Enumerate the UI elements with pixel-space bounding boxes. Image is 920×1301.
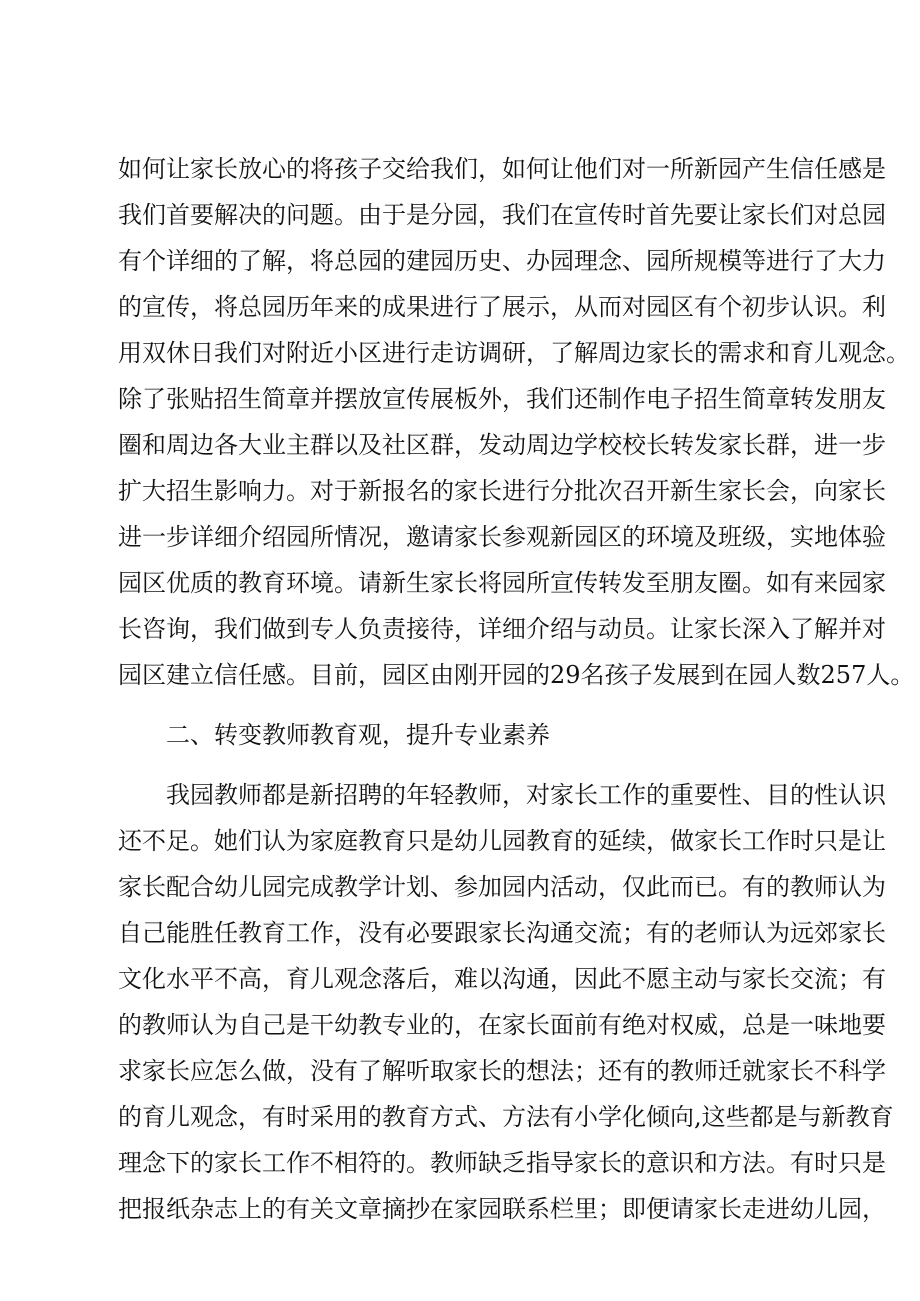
paragraph-line: 家长配合幼儿园完成教学计划、参加园内活动，仅此而已。有的教师认为 (118, 873, 886, 901)
paragraph-line: 园区优质的教育环境。请新生家长将园所宣传转发至朋友圈。如有来园家 (118, 569, 886, 597)
paragraph-line: 我园教师都是新招聘的年轻教师，对家长工作的重要性、目的性认识 (166, 781, 886, 809)
paragraph-line: 扩大招生影响力。对于新报名的家长进行分批次召开新生家长会，向家长 (118, 477, 886, 505)
paragraph-line: 长咨询，我们做到专人负责接待，详细介绍与动员。让家长深入了解并对 (118, 615, 886, 643)
paragraph-line: 进一步详细介绍园所情况，邀请家长参观新园区的环境及班级，实地体验 (118, 523, 886, 551)
paragraph-line: 园区建立信任感。目前，园区由刚开园的29名孩子发展到在园人数257人。 (118, 661, 915, 689)
paragraph-line: 我们首要解决的问题。由于是分园，我们在宣传时首先要让家长们对总园 (118, 201, 886, 229)
paragraph-line: 的宣传，将总园历年来的成果进行了展示，从而对园区有个初步认识。利 (118, 293, 886, 321)
paragraph-line: 把报纸杂志上的有关文章摘抄在家园联系栏里；即便请家长走进幼儿园， (118, 1195, 886, 1223)
section-heading: 二、转变教师教育观，提升专业素养 (166, 721, 550, 749)
paragraph-line: 还不足。她们认为家庭教育只是幼儿园教育的延续，做家长工作时只是让 (118, 827, 886, 855)
paragraph-line: 有个详细的了解，将总园的建园历史、办园理念、园所规模等进行了大力 (118, 247, 886, 275)
paragraph-line: 理念下的家长工作不相符的。教师缺乏指导家长的意识和方法。有时只是 (118, 1149, 886, 1177)
paragraph-line: 的育儿观念，有时采用的教育方式、方法有小学化倾向,这些都是与新教育 (118, 1103, 894, 1131)
paragraph-line: 用双休日我们对附近小区进行走访调研，了解周边家长的需求和育儿观念。 (118, 339, 910, 367)
paragraph-line: 文化水平不高，育儿观念落后，难以沟通，因此不愿主动与家长交流；有 (118, 965, 886, 993)
paragraph-line: 除了张贴招生简章并摆放宣传展板外，我们还制作电子招生简章转发朋友 (118, 385, 886, 413)
paragraph-line: 求家长应怎么做，没有了解听取家长的想法；还有的教师迁就家长不科学 (118, 1057, 886, 1085)
paragraph-line: 的教师认为自己是干幼教专业的，在家长面前有绝对权威，总是一味地要 (118, 1011, 886, 1039)
paragraph-line: 如何让家长放心的将孩子交给我们，如何让他们对一所新园产生信任感是 (118, 155, 886, 183)
paragraph-line: 圈和周边各大业主群以及社区群，发动周边学校校长转发家长群，进一步 (118, 431, 886, 459)
paragraph-line: 自己能胜任教育工作，没有必要跟家长沟通交流；有的老师认为远郊家长 (118, 919, 886, 947)
